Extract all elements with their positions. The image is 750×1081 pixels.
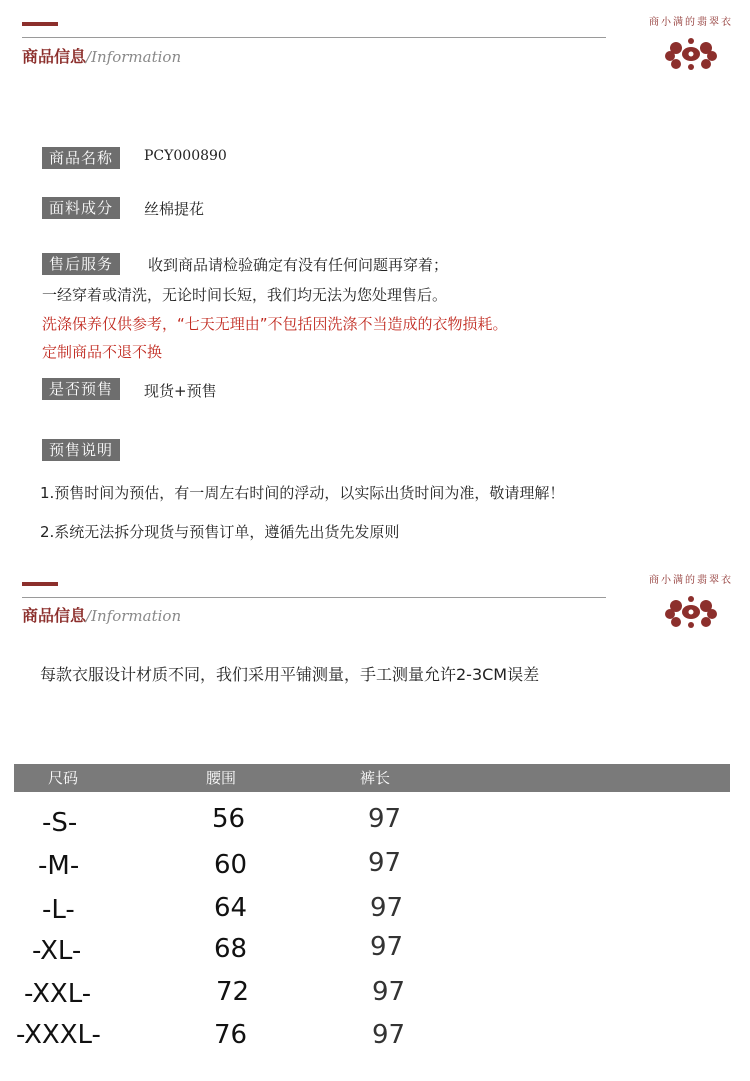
section-title [22,44,181,67]
header-size: 尺码 [48,769,79,787]
waist-cell: 64 [214,893,248,923]
section-title-slash: / [86,48,92,66]
section-accent-bar [22,22,58,26]
tag-presale-note: 预售说明 [42,439,120,461]
length-cell: 97 [372,1020,406,1050]
waist-cell: 72 [216,977,250,1007]
length-cell: 97 [372,977,406,1007]
tag-after-sales: 售后服务 [42,253,120,275]
length-cell: 97 [370,893,404,923]
section-title-slash-2: / [86,607,92,625]
section-subtitle-2: Information [91,607,182,625]
presale-note-2: 2.系统无法拆分现货与预售订单，遵循先出货先发原则 [40,523,400,541]
size-cell: -S- [42,808,78,838]
size-cell: -XXXL- [16,1020,101,1050]
seal-logo [646,8,736,74]
section-title-2 [22,603,181,626]
presale-value: 现货+预售 [144,382,217,400]
header-length: 裤长 [360,769,391,787]
after-sales-line-1: 收到商品请检验确定有没有任何问题再穿着； [148,256,449,274]
section-divider [22,37,606,38]
tag-presale: 是否预售 [42,378,120,400]
size-cell: -XXL- [24,979,92,1009]
length-cell: 97 [368,848,402,878]
waist-cell: 60 [214,850,248,880]
section-title-text-2: 商品信息 [22,606,87,625]
section-subtitle: Information [91,48,182,66]
waist-cell: 68 [214,934,248,964]
size-cell: -XL- [32,936,82,966]
size-cell: -M- [38,851,80,881]
fabric-value: 丝棉提花 [144,200,205,218]
size-table-header [14,764,730,792]
waist-cell: 56 [212,804,246,834]
size-cell: -L- [42,895,75,925]
after-sales-warning: 洗涤保养仅供参考，“七天无理由”不包括因洗涤不当造成的衣物损耗。 [42,315,508,333]
measure-note: 每款衣服设计材质不同，我们采用平铺测量，手工测量允许2-3CM误差 [40,665,540,684]
waist-cell: 76 [214,1020,248,1050]
length-cell: 97 [368,804,402,834]
seal-logo-text-2: 商小满的翡翠衣 [649,575,733,586]
product-name-value: PCY000890 [144,148,227,164]
custom-no-return: 定制商品不退不换 [42,343,163,361]
tag-product-name: 商品名称 [42,147,120,169]
section-accent-bar-2 [22,582,58,586]
tag-fabric: 面料成分 [42,197,120,219]
after-sales-line-2: 一经穿着或清洗，无论时间长短，我们均无法为您处理售后。 [42,286,448,304]
seal-logo-2 [646,566,736,632]
section-title-text: 商品信息 [22,47,87,66]
section-divider-2 [22,597,606,598]
length-cell: 97 [370,932,404,962]
presale-note-1: 1.预售时间为预估，有一周左右时间的浮动，以实际出货时间为准，敬请理解！ [40,484,565,502]
header-waist: 腰围 [206,769,237,787]
seal-logo-text: 商小满的翡翠衣 [649,17,733,28]
